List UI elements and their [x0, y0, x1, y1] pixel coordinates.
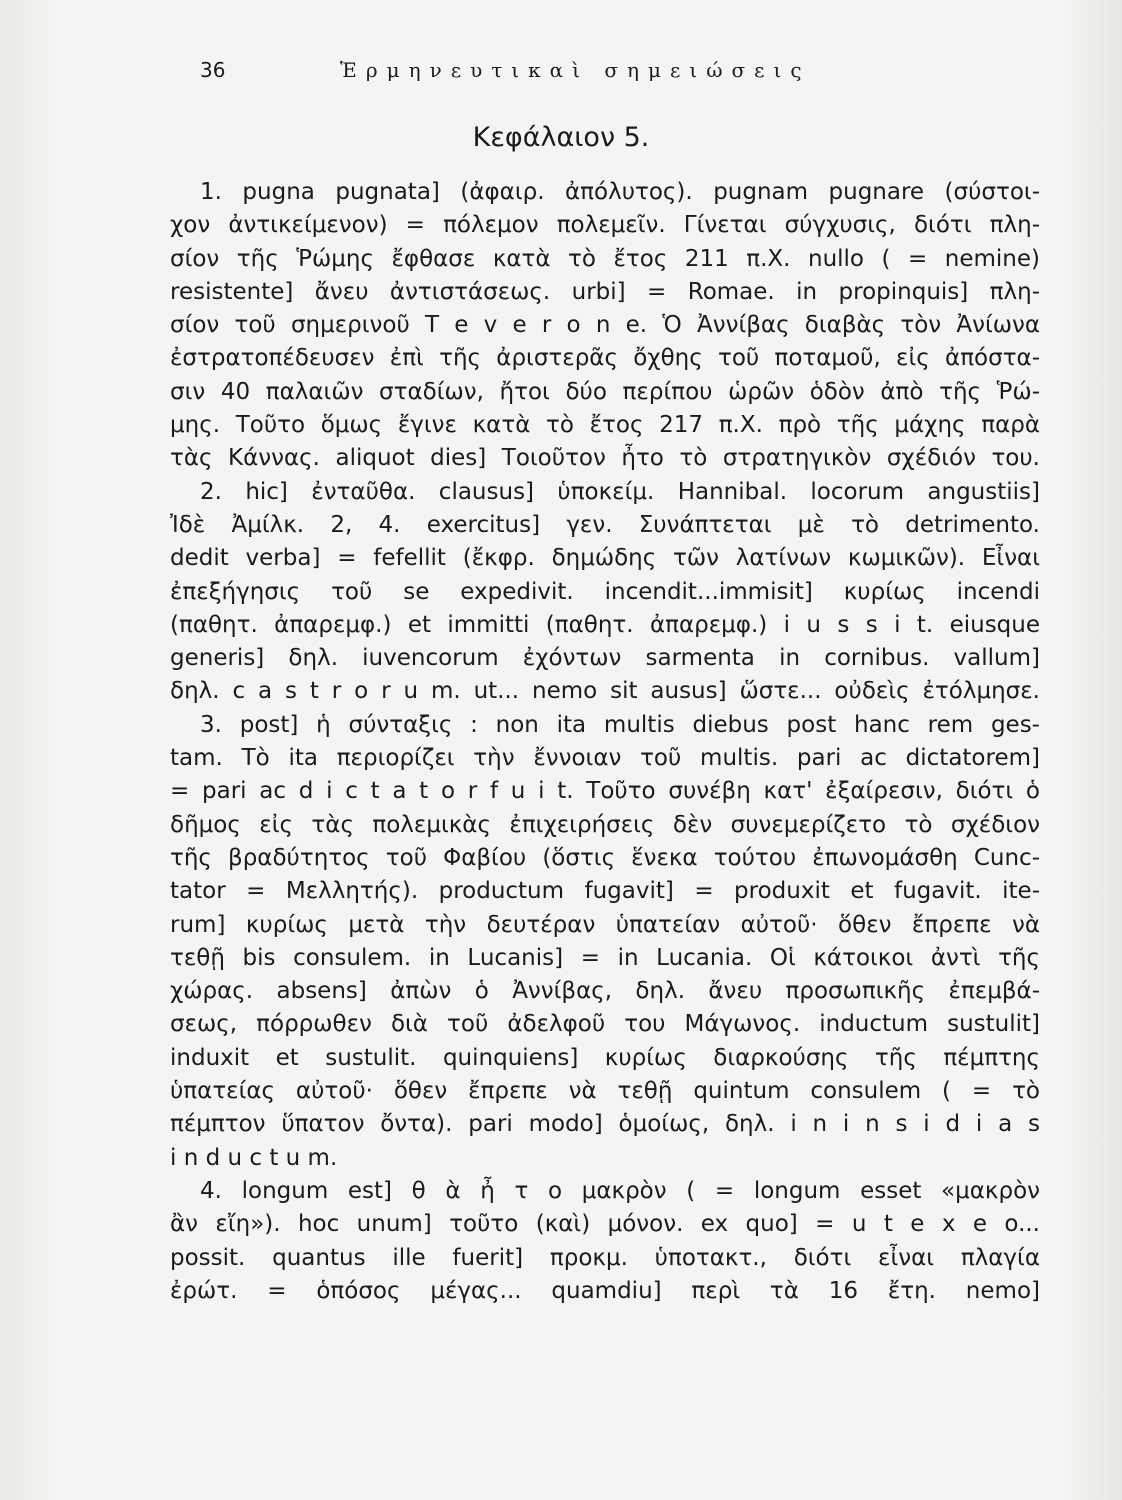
chapter-title: Κεφάλαιον 5.: [472, 122, 650, 153]
text-line: πέμπτον ὕπατον ὄντα). pari modo] ὁμοίως, δηλ. i n i n s i d i a s: [170, 1111, 1040, 1138]
text-line: dedit verba] = fefellit (ἔκφρ. δημώδης τῶν λατίνων κωμικῶν). Εἶναι: [170, 545, 1040, 572]
text-line: ἐστρατοπέδευσεν ἐπὶ τῆς ἀριστερᾶς ὄχθης τοῦ ποταμοῦ, εἰς ἀπόστα-: [170, 345, 1040, 372]
text-line: 4. longum est] θ ὰ ἦ τ ο μακρὸν ( = longum esset «μακρὸν: [200, 1177, 1040, 1204]
text-line: 3. post] ἡ σύνταξις : non ita multis diebus post hanc rem ges-: [200, 711, 1040, 738]
text-line: δῆμος εἰς τὰς πολεμικὰς ἐπιχειρήσεις δὲν συνεμερίζετο τὸ σχέδιον: [170, 811, 1040, 838]
text-line: μης. Τοῦτο ὅμως ἔγινε κατὰ τὸ ἔτος 217 π.Χ. πρὸ τῆς μάχης παρὰ: [170, 412, 1040, 439]
text-line: generis] δηλ. iuvencorum ἐχόντων sarmenta in cornibus. vallum]: [170, 645, 1040, 672]
text-line: δηλ. c a s t r o r u m. ut... nemo sit ausus] ὥστε... οὐδεὶς ἐτόλμησε.: [170, 678, 1040, 705]
text-line: (παθητ. ἀπαρεμφ.) et immitti (παθητ. ἀπαρεμφ.) i u s s i t. eiusque: [170, 611, 1040, 638]
page-header: [200, 58, 860, 88]
text-line: ἂν εἴη»). hoc unum] τοῦτο (καὶ) μόνον. ex quo] = u t e x e o...: [170, 1211, 1040, 1238]
text-line: σεως, πόρρωθεν διὰ τοῦ ἀδελφοῦ του Μάγωνος. inductum sustulit]: [170, 1011, 1040, 1038]
text-line: τεθῇ bis consulem. in Lucanis] = in Lucania. Οἱ κάτοικοι ἀντὶ τῆς: [170, 944, 1040, 971]
text-line: Ἰδὲ Ἀμίλκ. 2, 4. exercitus] γεν. Συνάπτεται μὲ τὸ detrimento.: [170, 511, 1040, 538]
text-line: χώρας. absens] ἀπὼν ὁ Ἀννίβας, δηλ. ἄνευ προσωπικῆς ἐπεμβά-: [170, 978, 1040, 1005]
page-number: 36: [200, 58, 226, 82]
text-line: tam. Τὸ ita περιορίζει τὴν ἔννοιαν τοῦ multis. pari ac dictatorem]: [170, 745, 1040, 772]
text-line: ὑπατείας αὐτοῦ· ὅθεν ἔπρεπε νὰ τεθῇ quintum consulem ( = τὸ: [170, 1078, 1040, 1105]
text-line: 2. hic] ἐνταῦθα. clausus] ὑποκείμ. Hannibal. locorum angustiis]: [200, 478, 1040, 505]
text-line: ἐπεξήγησις τοῦ se expedivit. incendit...immisit] κυρίως incendi: [170, 578, 1040, 605]
text-line: τὰς Κάννας. aliquot dies] Τοιοῦτον ἦτο τὸ στρατηγικὸν σχέδιόν του.: [170, 445, 1040, 472]
text-line: τῆς βραδύτητος τοῦ Φαβίου (ὅστις ἕνεκα τούτου ἐπωνομάσθη Cunc-: [170, 844, 1040, 871]
text-line: tator = Μελλητής). productum fugavit] = produxit et fugavit. ite-: [170, 878, 1040, 905]
text-line: χον ἀντικείμενον) = πόλεμον πολεμεῖν. Γίνεται σύγχυσις, διότι πλη-: [170, 212, 1040, 239]
text-line: i n d u c t u m.: [170, 1144, 338, 1171]
text-line: resistente] ἄνευ ἀντιστάσεως. urbi] = Romae. in propinquis] πλη-: [170, 278, 1040, 305]
running-title: Ἑρμηνευτικαὶ σημειώσεις: [340, 58, 811, 82]
text-line: σιν 40 παλαιῶν σταδίων, ἤτοι δύο περίπου ὡρῶν ὁδὸν ἀπὸ τῆς Ῥώ-: [170, 378, 1040, 405]
commentary-text: [170, 176, 1040, 1308]
text-line: possit. quantus ille fuerit] προκμ. ὑποτακτ., διότι εἶναι πλαγία: [170, 1244, 1040, 1271]
text-line: 1. pugna pugnata] (ἀφαιρ. ἀπόλυτος). pugnam pugnare (σύστοι-: [200, 179, 1040, 205]
text-line: σίον τοῦ σημερινοῦ T e v e r o n e. Ὁ Ἀννίβας διαβὰς τὸν Ἀνίωνα: [170, 312, 1040, 339]
text-line: = pari ac d i c t a t o r f u i t. Τοῦτο συνέβη κατ' ἐξαίρεσιν, διότι ὁ: [170, 778, 1040, 805]
text-line: σίον τῆς Ῥώμης ἔφθασε κατὰ τὸ ἔτος 211 π.Χ. nullo ( = nemine): [170, 245, 1040, 272]
text-line: ἐρώτ. = ὁπόσος μέγας... quamdiu] περὶ τὰ 16 ἔτη. nemo]: [170, 1277, 1040, 1304]
text-line: induxit et sustulit. quinquiens] κυρίως διαρκούσης τῆς πέμπτης: [170, 1044, 1040, 1071]
text-line: rum] κυρίως μετὰ τὴν δευτέραν ὑπατείαν αὐτοῦ· ὅθεν ἔπρεπε νὰ: [170, 911, 1040, 938]
